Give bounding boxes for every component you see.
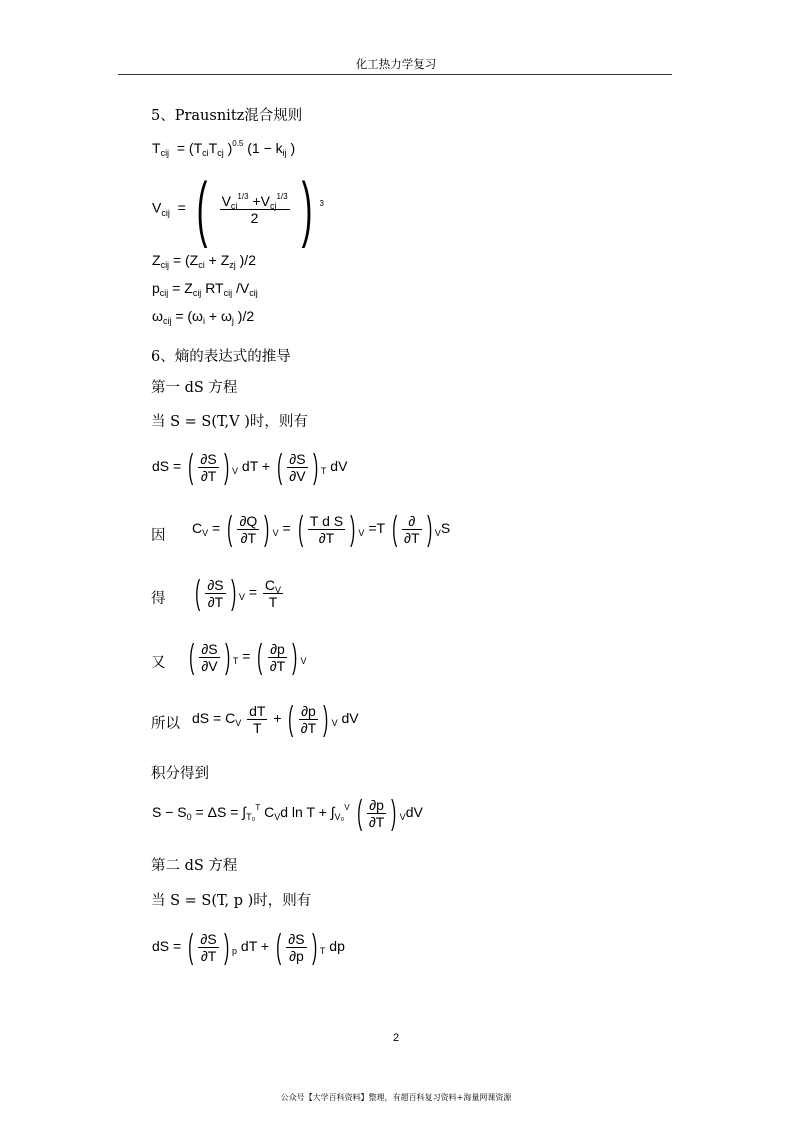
get-label: 得 — [151, 591, 166, 607]
header-rule — [118, 74, 672, 75]
eq-ds-tp: dS = ( $\frac{\partial S}{\partial T}$ ) $_p$ dT + ( $\frac{\partial S}{\partial p}$ ) $_T$ dp — [152, 928, 345, 966]
integrate-label: 积分得到 — [151, 766, 209, 782]
when-st-v: 当 S = S(T,V )时，则有 — [151, 414, 308, 430]
page-footer: 公众号【大学百科资料】整理，有超百科复习资料+海量网课资源 — [280, 1093, 512, 1102]
eq-omegacij: $\omega_{cij} = (\omega_i + \omega_j$ )/2 — [152, 308, 255, 326]
second-ds-label: 第二 dS 方程 — [151, 858, 238, 874]
eq-integral: $S - S_0 = \Delta S = \int_{T_0}^T$ $C_Vd$ $\ln T + \int_{V_0}^V$ ( $\frac{\partial p}{\partial T}$ ) $_V$dV — [152, 794, 423, 832]
eq-pcij: $p_{cij} = Z_{cij}$ $RT_{cij}$ $/V_{cij}$ — [152, 280, 258, 298]
first-ds-label: 第一 dS 方程 — [151, 380, 238, 396]
eq-zcij: $Z_{cij} = (Z_{ci} + Z_{zj}$ )/2 — [152, 252, 256, 270]
page-header: 化工热力学复习 — [355, 57, 437, 71]
eq-maxwell: ( $\frac{\partial S}{\partial V}$ ) $_T$ = ( $\frac{\partial p}{\partial T}$ ) $_V$ — [189, 638, 307, 676]
eq-ds-final: dS = $C_V$ $\frac{dT}{T}$ + ( $\frac{\partial p}{\partial T}$ ) $_V$ dV — [192, 700, 359, 738]
eq-dsdt: ( $\frac{\partial S}{\partial T}$ ) $_V$ = $\frac{C_V}{T}$ — [195, 574, 282, 612]
section-5-title: 5、Prausnitz混合规则 — [151, 108, 303, 124]
again-label: 又 — [151, 655, 166, 671]
when-st-p: 当 S = S(T, p )时，则有 — [151, 893, 312, 909]
eq-tcij: $T_{cij} = (T_{ci}T_{cj}$ )$^{0.5}$ ($1 - k_{ij}$ ) — [152, 139, 296, 158]
page-number: 2 — [392, 1032, 400, 1044]
because-label: 因 — [151, 528, 166, 544]
section-6-title: 6、熵的表达式的推导 — [151, 349, 291, 365]
eq-cv: $C_V$ = ( $\frac{\partial Q}{\partial T}$ ) $_V$ = ( $\frac{\text{T d S}}{\partial T}$ ) $_V$ =T ( $\frac{\partial}{\partial T}$ ) $_V$S — [192, 510, 451, 548]
eq-vcij: $V_{cij}$ = ( $\frac{V_{ci}^{1/3} +V_{cj}^{1/3}}{2}$ ) $^3$ — [152, 169, 324, 249]
so-label: 所以 — [151, 716, 180, 732]
eq-ds-tv: dS = ( $\frac{\partial S}{\partial T}$ ) $_V$ dT + ( $\frac{\partial S}{\partial V}$ ) $_T$ dV — [152, 448, 348, 486]
